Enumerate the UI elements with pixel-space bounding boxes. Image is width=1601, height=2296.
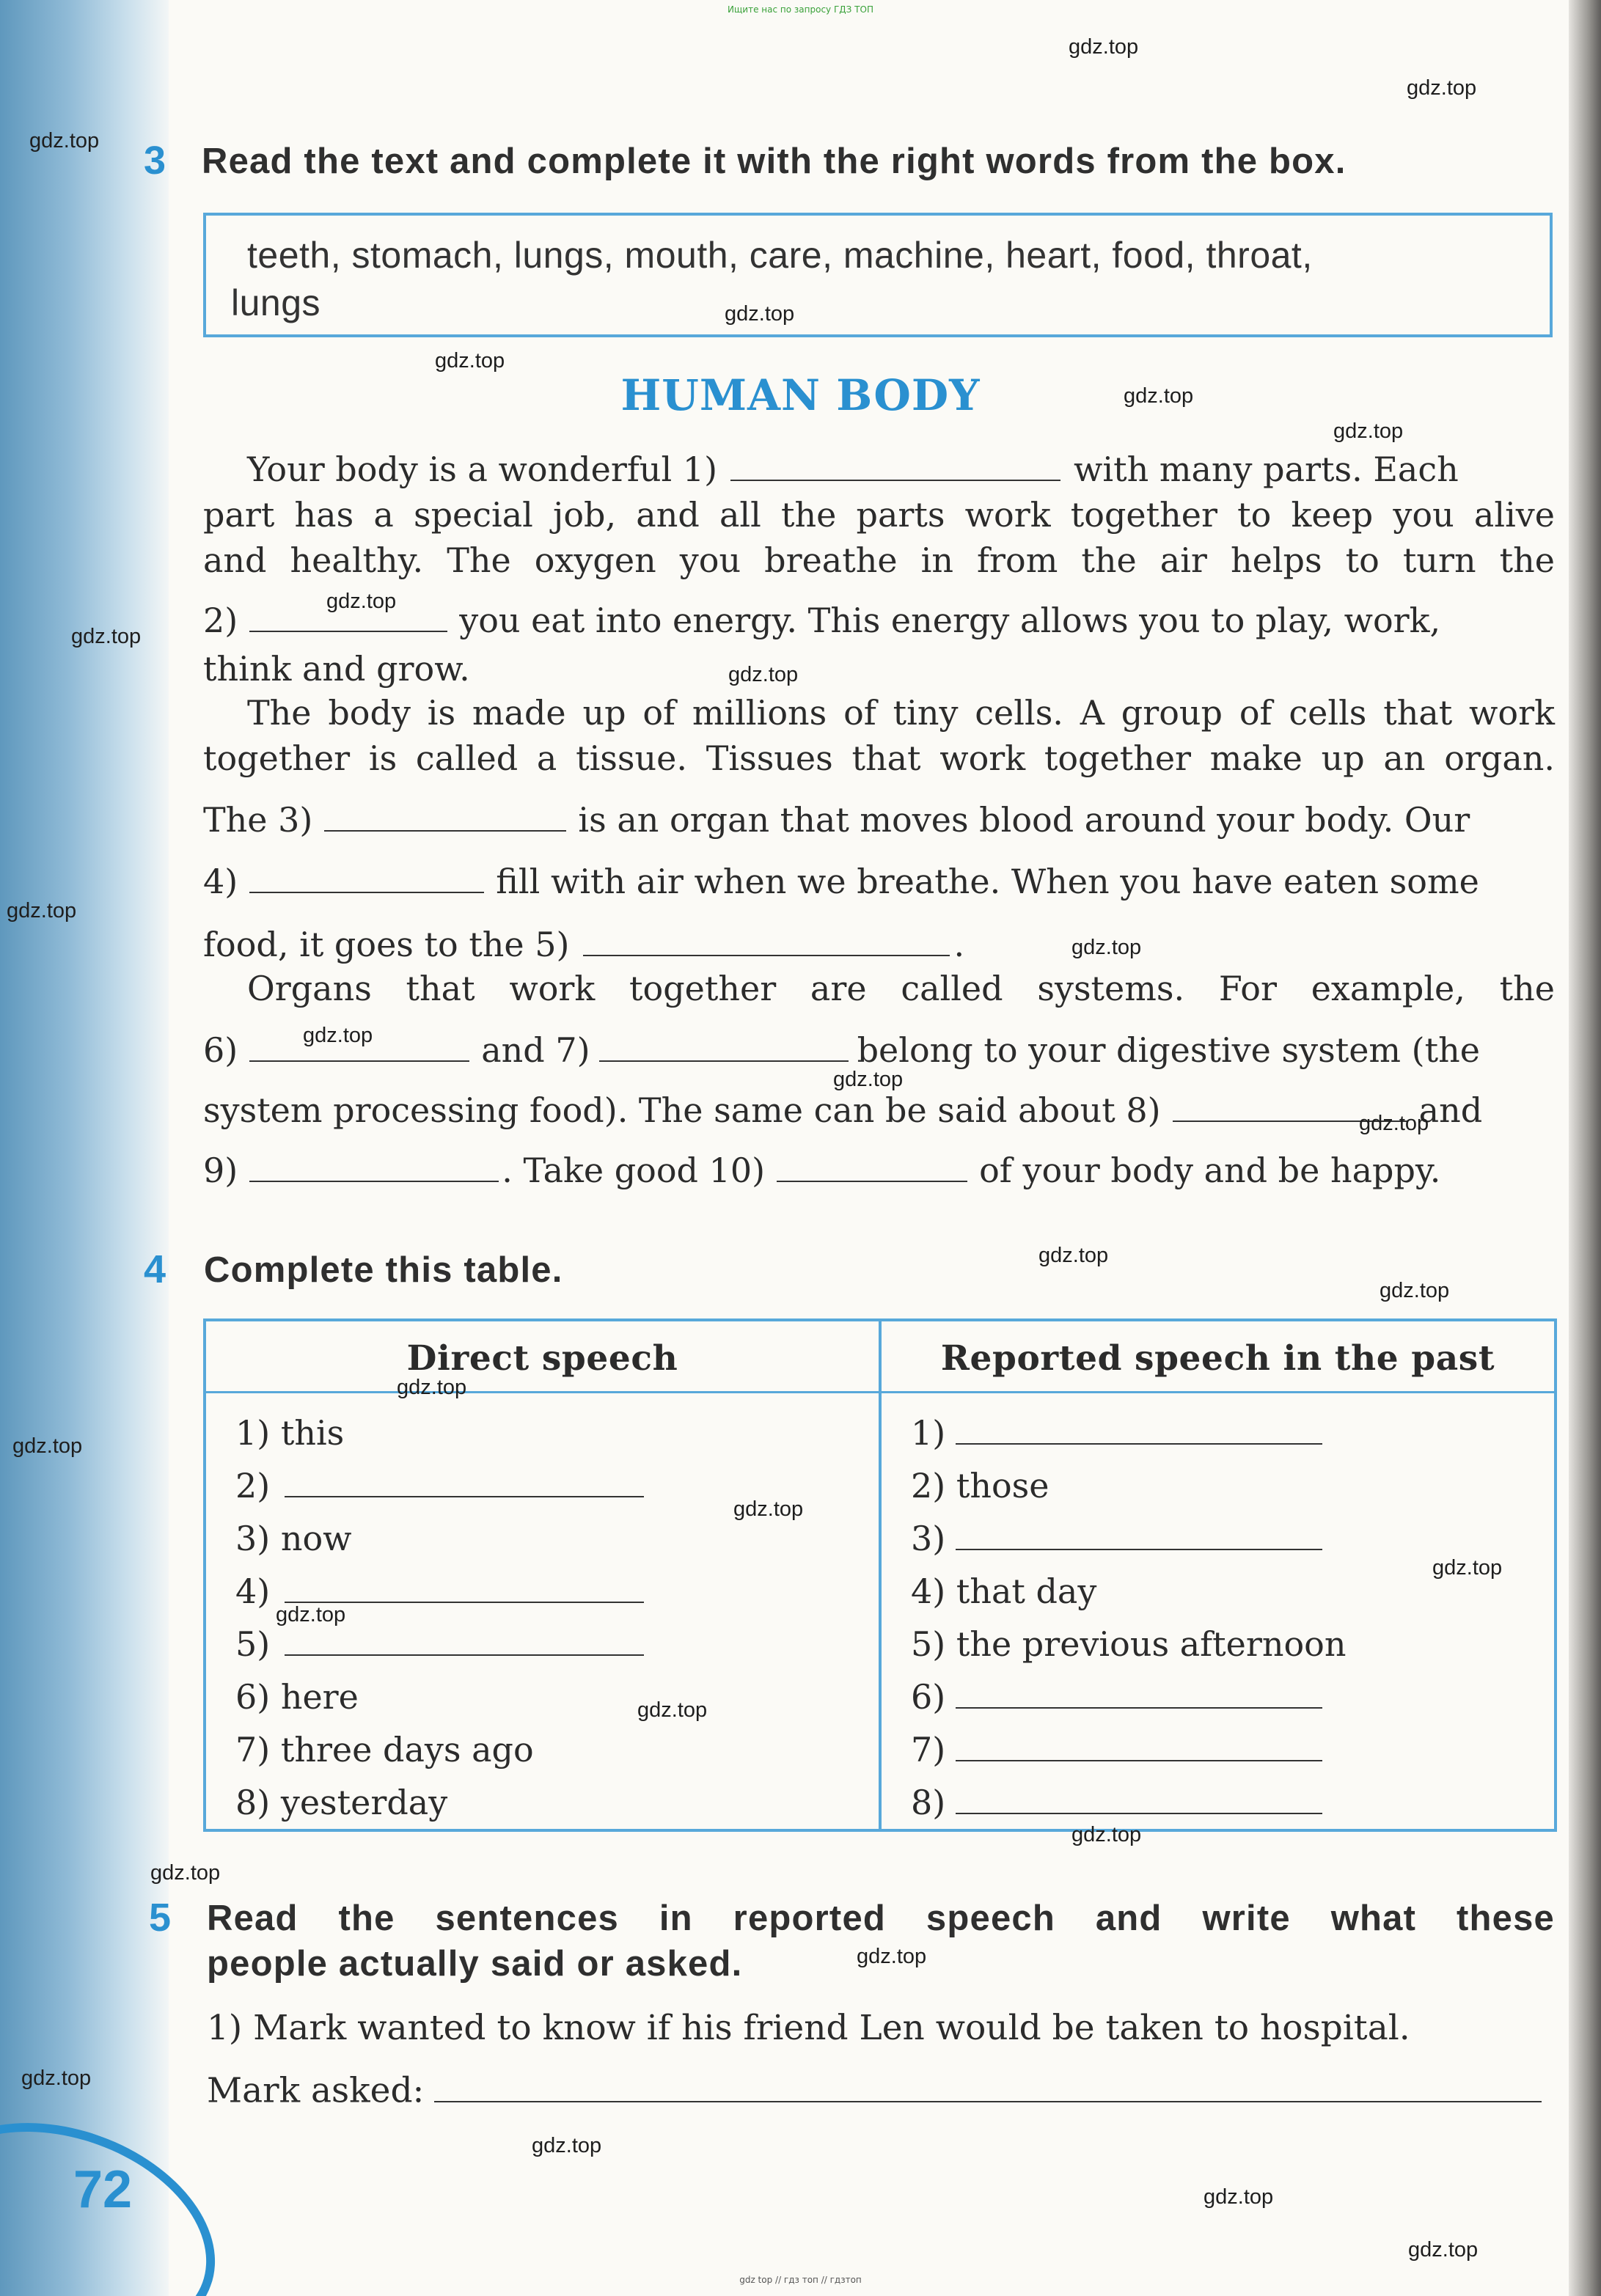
watermark: gdz.top xyxy=(397,1376,467,1399)
bottom-note: gdz top // гдз топ // гдзтоп xyxy=(739,2275,862,2285)
answer-blank[interactable] xyxy=(956,1516,1322,1550)
watermark: gdz.top xyxy=(1124,384,1194,408)
watermark: gdz.top xyxy=(276,1603,346,1626)
watermark: gdz.top xyxy=(1432,1556,1503,1580)
word-box-line: lungs xyxy=(231,282,321,323)
reported-speech-column xyxy=(880,1393,1556,1831)
table-row: 6) here xyxy=(235,1677,359,1717)
table-row: 5) xyxy=(235,1618,879,1670)
watermark: gdz.top xyxy=(728,663,799,686)
watermark: gdz.top xyxy=(733,1497,804,1521)
answer-blank-9[interactable] xyxy=(249,1148,499,1182)
table-row: 3) xyxy=(911,1512,1554,1565)
answer-blank-10[interactable] xyxy=(777,1148,967,1182)
watermark: gdz.top xyxy=(1359,1112,1429,1135)
text-line: Your body is a wonderful 1) with many parts. Each xyxy=(203,447,1555,491)
table-row: 8) yesterday xyxy=(235,1783,448,1822)
watermark: gdz.top xyxy=(725,302,795,326)
text-line: together is called a tissue. Tissues that work together make up an organ. xyxy=(203,738,1555,778)
watermark: gdz.top xyxy=(29,129,100,153)
answer-blank-3[interactable] xyxy=(324,798,566,832)
table-row: 3) now xyxy=(235,1519,352,1558)
watermark: gdz.top xyxy=(1333,419,1404,443)
exercise-5-number: 5 xyxy=(149,1896,172,1940)
exercise-5-answer-line: Mark asked: xyxy=(207,2068,1558,2112)
text-line: Organs that work together are called systems. For example, the xyxy=(247,969,1555,1008)
watermark: gdz.top xyxy=(21,2066,92,2090)
watermark: gdz.top xyxy=(150,1861,221,1885)
answer-blank[interactable] xyxy=(956,1780,1322,1814)
table-row: 4) that day xyxy=(911,1571,1097,1611)
watermark: gdz.top xyxy=(1407,76,1477,100)
text-line: and healthy. The oxygen you breathe in from the air helps to turn the xyxy=(203,540,1555,580)
watermark: gdz.top xyxy=(1380,1279,1450,1302)
text-line: 6) and 7) belong to your digestive system (the xyxy=(203,1028,1555,1072)
text-line: 9) . Take good 10) of your body and be happy. xyxy=(203,1148,1555,1192)
answer-blank[interactable] xyxy=(956,1411,1322,1445)
watermark: gdz.top xyxy=(637,1698,708,1722)
top-note: Ищите нас по запросу ГДЗ ТОП xyxy=(728,4,873,15)
table-row: 7) xyxy=(911,1723,1554,1776)
reported-speech-header: Reported speech in the past xyxy=(880,1320,1556,1393)
text-line: system processing food). The same can be said about 8) and xyxy=(203,1088,1555,1132)
answer-blank-4[interactable] xyxy=(249,859,484,893)
table-row: 7) three days ago xyxy=(235,1730,534,1769)
left-margin-band xyxy=(0,0,172,2296)
watermark: gdz.top xyxy=(1071,936,1142,959)
table-row: 2) those xyxy=(911,1466,1049,1505)
watermark: gdz.top xyxy=(303,1024,373,1047)
watermark: gdz.top xyxy=(1069,35,1139,59)
answer-blank[interactable] xyxy=(285,1464,644,1497)
watermark: gdz.top xyxy=(833,1068,904,1091)
exercise-4-heading: Complete this table. xyxy=(204,1250,563,1290)
table-row: 4) xyxy=(235,1565,879,1618)
exercise-5-sentence: 1) Mark wanted to know if his friend Len would be taken to hospital. xyxy=(207,2008,1410,2048)
table-row: 2) xyxy=(235,1459,879,1512)
text-title: HUMAN BODY xyxy=(620,370,981,420)
watermark: gdz.top xyxy=(532,2134,602,2157)
answer-blank-1[interactable] xyxy=(730,447,1060,481)
exercise-5-heading: people actually said or asked. xyxy=(207,1944,743,1984)
table-row: 8) xyxy=(911,1776,1554,1829)
text-line: think and grow. xyxy=(203,649,470,689)
watermark: gdz.top xyxy=(326,590,397,613)
page-edge-shadow xyxy=(1569,0,1601,2296)
answer-blank[interactable] xyxy=(956,1675,1322,1709)
answer-blank[interactable] xyxy=(285,1622,644,1656)
text-line: 2) you eat into energy. This energy allows you to play, work, xyxy=(203,598,1555,642)
table-row: 1) xyxy=(911,1406,1554,1459)
text-line: part has a special job, and all the parts work together to keep you alive xyxy=(203,495,1555,535)
watermark: gdz.top xyxy=(71,625,142,648)
exercise-4-number: 4 xyxy=(144,1247,166,1291)
watermark: gdz.top xyxy=(1408,2238,1479,2262)
page-number: 72 xyxy=(73,2160,133,2219)
exercise-5-heading: Read the sentences in reported speech and write what these xyxy=(207,1899,1555,1938)
word-box xyxy=(203,213,1553,337)
watermark: gdz.top xyxy=(1071,1823,1142,1846)
text-line: 4) fill with air when we breathe. When you have eaten some xyxy=(203,859,1555,903)
answer-blank[interactable] xyxy=(956,1728,1322,1761)
answer-blank-mark-asked[interactable] xyxy=(434,2068,1542,2102)
exercise-3-heading: Read the text and complete it with the right words from the box. xyxy=(202,142,1347,181)
answer-blank-5[interactable] xyxy=(583,923,950,956)
text-line: food, it goes to the 5) . xyxy=(203,923,1555,967)
table-row: 1) this xyxy=(235,1413,345,1453)
watermark: gdz.top xyxy=(7,899,77,923)
text-line: The body is made up of millions of tiny cells. A group of cells that work xyxy=(247,693,1555,733)
watermark: gdz.top xyxy=(1204,2185,1274,2209)
answer-blank-7[interactable] xyxy=(599,1028,849,1062)
watermark: gdz.top xyxy=(1038,1244,1109,1267)
table-row: 5) the previous afternoon xyxy=(911,1624,1347,1664)
exercise-3-number: 3 xyxy=(144,139,166,183)
text-line: The 3) is an organ that moves blood around your body. Our xyxy=(203,798,1555,842)
word-box-line: teeth, stomach, lungs, mouth, care, machine, heart, food, throat, xyxy=(247,235,1313,276)
direct-speech-header: Direct speech xyxy=(205,1320,880,1393)
watermark: gdz.top xyxy=(12,1434,83,1458)
table-row: 6) xyxy=(911,1670,1554,1723)
answer-blank[interactable] xyxy=(285,1569,644,1603)
watermark: gdz.top xyxy=(857,1945,927,1968)
watermark: gdz.top xyxy=(435,349,505,373)
